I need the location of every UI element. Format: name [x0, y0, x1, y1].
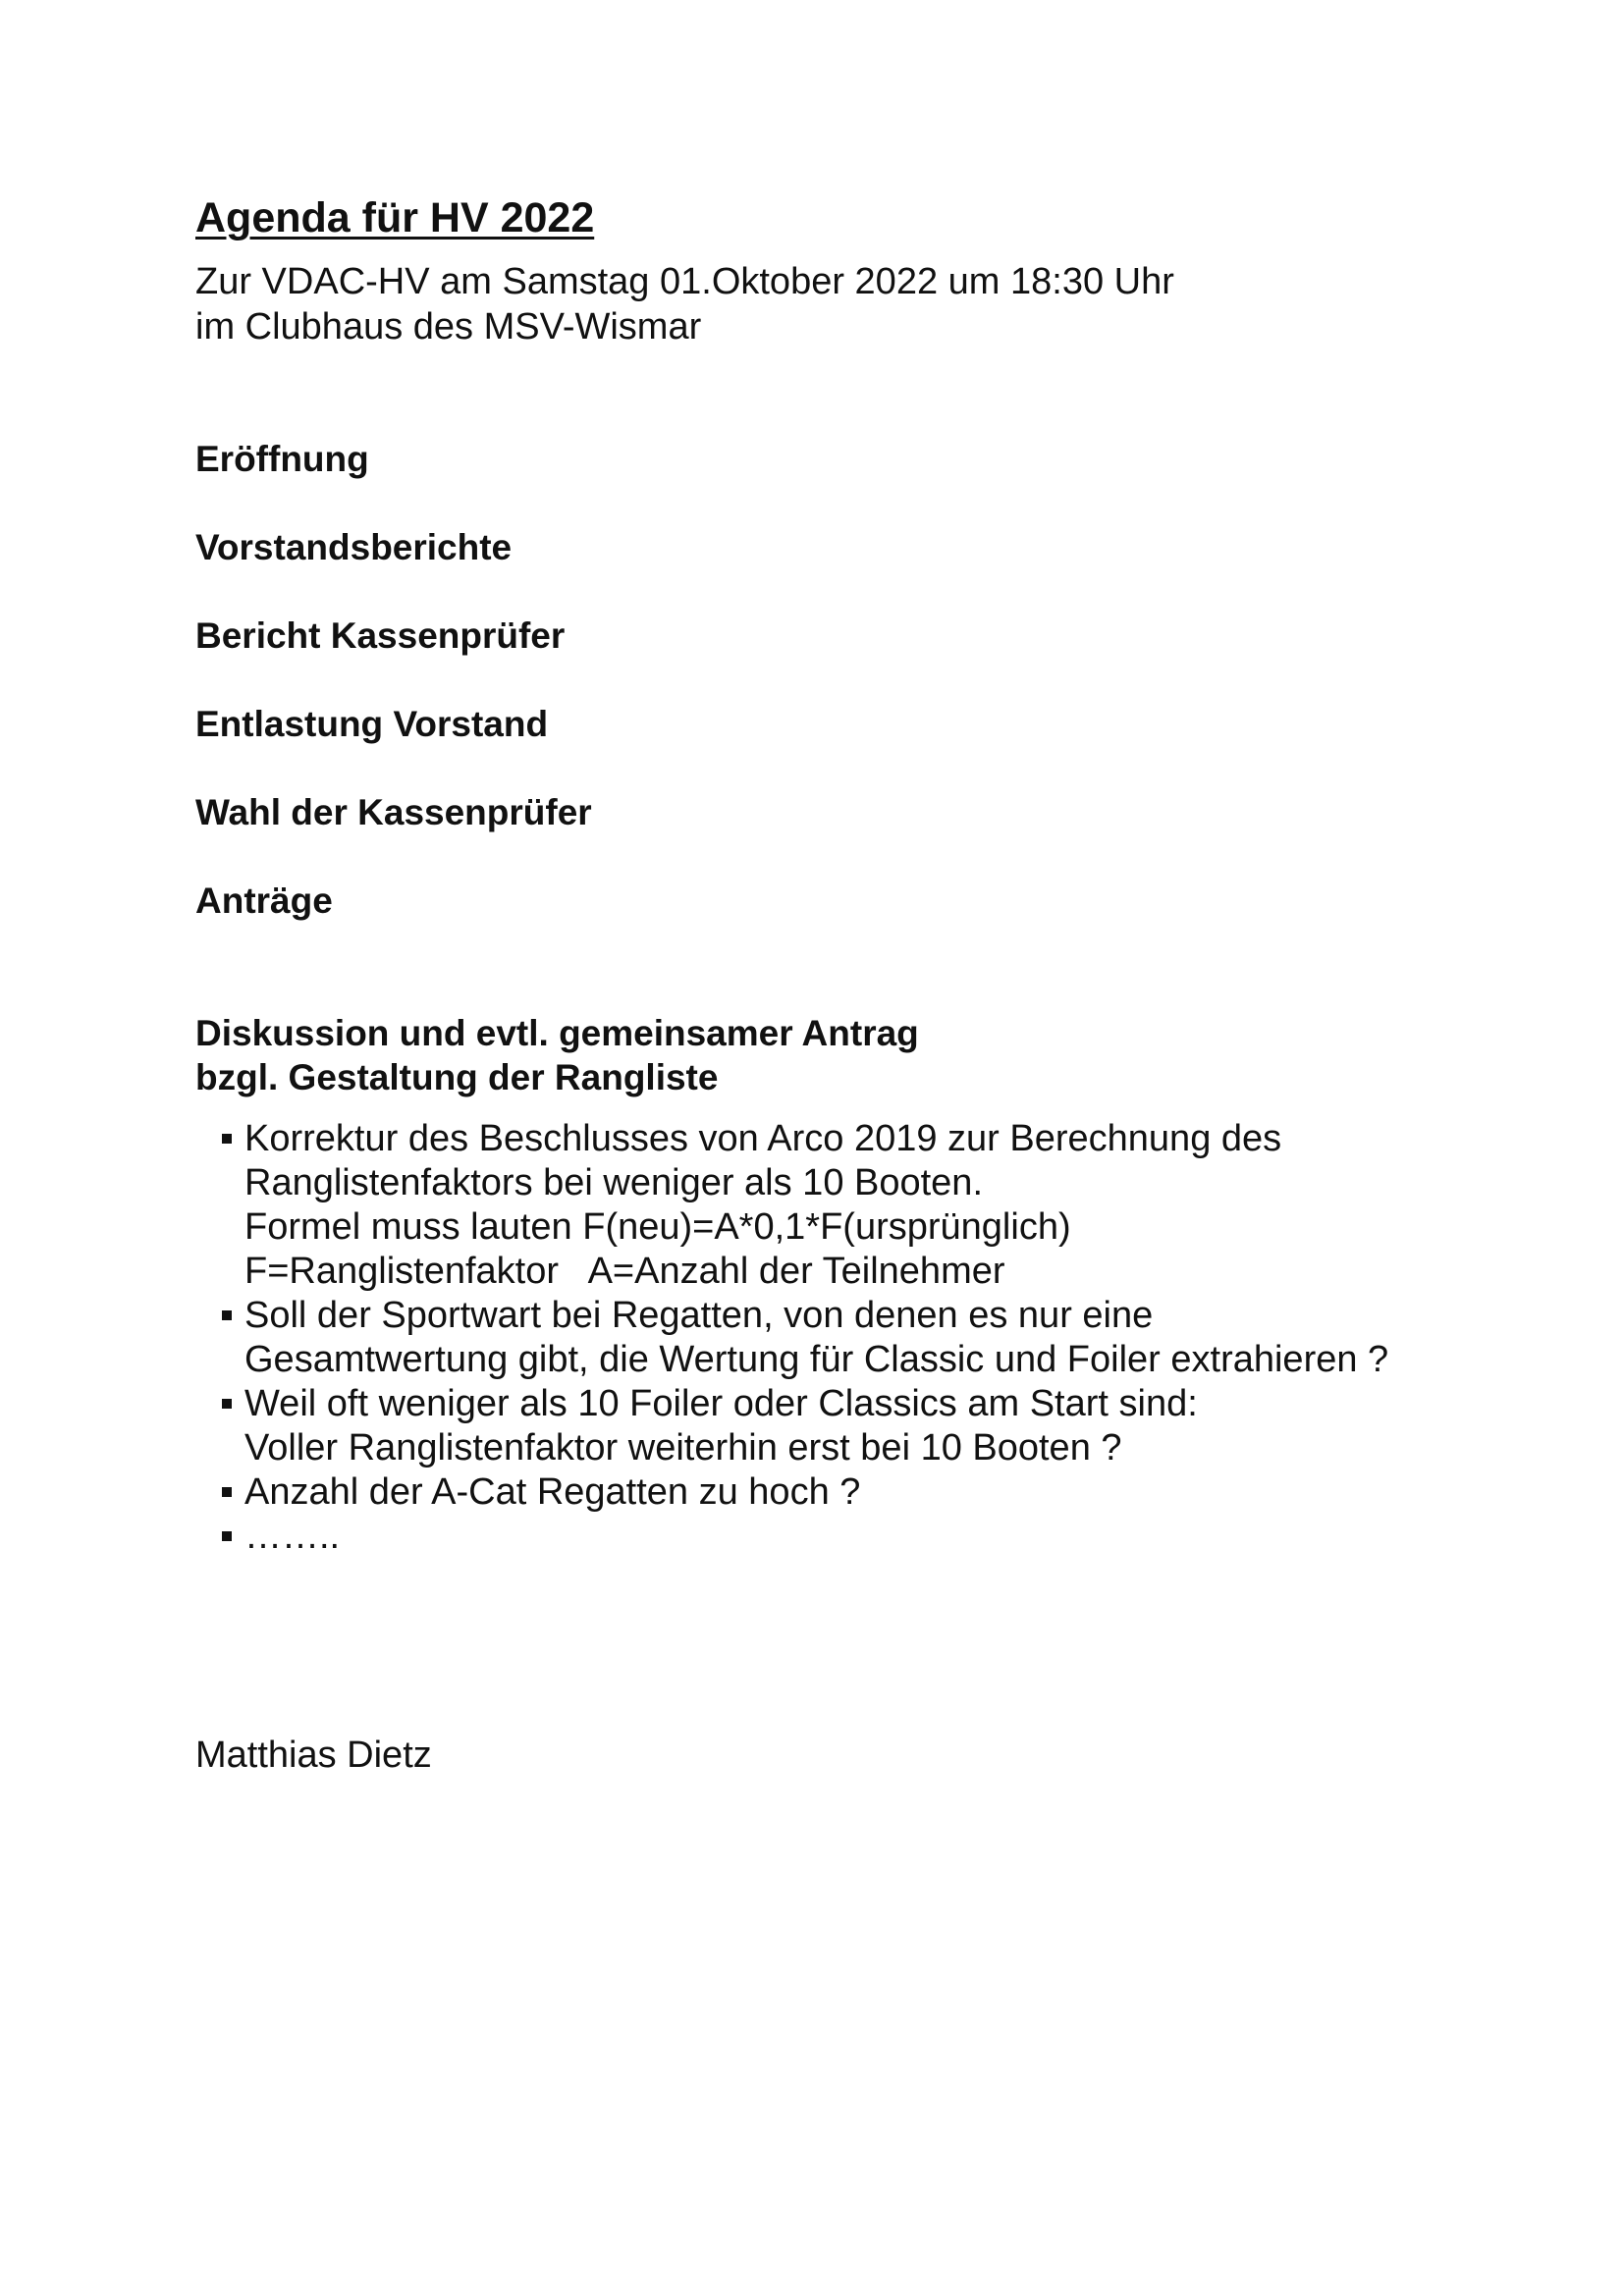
bullet-1-line-1: Korrektur des Beschlusses von Arco 2019 zur Berechnung des	[244, 1118, 1282, 1159]
bullet-marker	[222, 1134, 232, 1144]
intro-line-2: im Clubhaus des MSV-Wismar	[195, 306, 702, 347]
bullet-marker	[222, 1487, 232, 1497]
agenda-item-entlastung-vorstand: Entlastung Vorstand	[195, 704, 549, 744]
bullet-2-line-1: Soll der Sportwart bei Regatten, von denen es nur eine	[244, 1295, 1154, 1336]
bullet-3-line-2: Voller Ranglistenfaktor weiterhin erst bei 10 Booten ?	[244, 1427, 1122, 1468]
bullet-1-line-4: F=Ranglistenfaktor A=Anzahl der Teilnehmer	[244, 1251, 1005, 1292]
agenda-item-eroeffnung: Eröffnung	[195, 439, 369, 479]
bullet-4-line-1: Anzahl der A-Cat Regatten zu hoch ?	[244, 1471, 861, 1513]
discussion-heading-2: bzgl. Gestaltung der Rangliste	[195, 1057, 719, 1097]
bullet-marker	[222, 1310, 232, 1320]
signature: Matthias Dietz	[195, 1735, 432, 1776]
agenda-item-wahl-kassenpruefer: Wahl der Kassenprüfer	[195, 792, 592, 832]
agenda-item-antraege: Anträge	[195, 881, 333, 921]
bullet-1-line-3: Formel muss lauten F(neu)=A*0,1*F(ursprünglich)	[244, 1206, 1071, 1248]
agenda-item-bericht-kassenpruefer: Bericht Kassenprüfer	[195, 615, 566, 656]
bullet-3-line-1: Weil oft weniger als 10 Foiler oder Classics am Start sind:	[244, 1383, 1198, 1424]
bullet-1-line-2: Ranglistenfaktors bei weniger als 10 Booten.	[244, 1162, 984, 1203]
intro-line-1: Zur VDAC-HV am Samstag 01.Oktober 2022 um 18:30 Uhr	[195, 261, 1174, 302]
bullet-marker	[222, 1531, 232, 1541]
discussion-heading-1: Diskussion und evtl. gemeinsamer Antrag	[195, 1013, 919, 1053]
bullet-5-line-1: ……..	[244, 1516, 341, 1557]
page-title: Agenda für HV 2022	[195, 194, 595, 241]
bullet-2-line-2: Gesamtwertung gibt, die Wertung für Classic und Foiler extrahieren ?	[244, 1339, 1389, 1380]
agenda-item-vorstandsberichte: Vorstandsberichte	[195, 527, 513, 567]
bullet-marker	[222, 1399, 232, 1409]
